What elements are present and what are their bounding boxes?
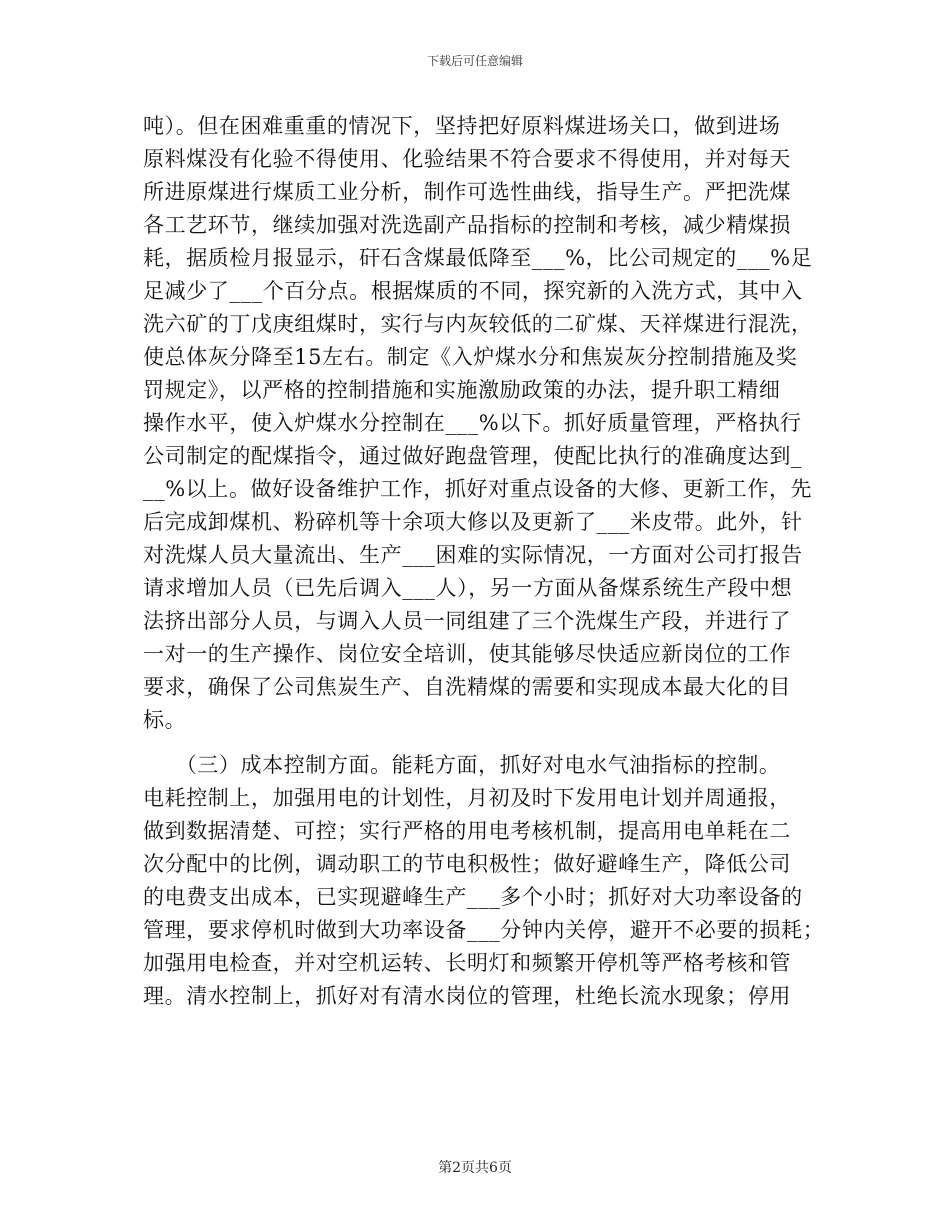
- text-line: 耗，据质检月报显示，矸石含煤最低降至___%，比公司规定的___%足: [143, 246, 813, 270]
- text-line: 吨）。但在困难重重的情况下，坚持把好原料煤进场关口，做到进场: [143, 114, 781, 138]
- paragraph-cost-control: [143, 749, 825, 1013]
- paragraph-spacer: [143, 737, 803, 749]
- text-line: 原料煤没有化验不得使用、化验结果不符合要求不得使用，并对每天: [143, 147, 791, 171]
- text-line: 洗六矿的丁戊庚组煤时，实行与内灰较低的二矿煤、天祥煤进行混洗，: [143, 312, 813, 336]
- text-line: 要求，确保了公司焦炭生产、自洗精煤的需要和实现成本最大化的目: [143, 675, 791, 699]
- page-number-footer: 第2页共6页: [438, 1160, 512, 1176]
- page-header-caption: 下载后可任意编辑: [426, 54, 523, 68]
- text-line: 法挤出部分人员，与调入人员一同组建了三个洗煤生产段，并进行了: [143, 609, 791, 633]
- text-line: 的电费支出成本，已实现避峰生产___多个小时；抓好对大功率设备的: [143, 885, 803, 909]
- text-line: （三）成本控制方面。能耗方面，抓好对电水气油指标的控制。: [143, 753, 781, 777]
- text-line: 管理，要求停机时做到大功率设备___分钟内关停，避开不必要的损耗；: [143, 918, 825, 942]
- text-line: 电耗控制上，加强用电的计划性，月初及时下发用电计划并周通报，: [143, 786, 791, 810]
- text-line: 足减少了___个百分点。根据煤质的不同，探究新的入洗方式，其中入: [143, 279, 803, 303]
- text-line: 请求增加人员（已先后调入___人），另一方面从备煤系统生产段中想: [143, 576, 793, 600]
- text-line: 后完成卸煤机、粉碎机等十余项大修以及更新了___米皮带。此外，针: [143, 510, 803, 534]
- text-line: 操作水平，使入炉煤水分控制在___%以下。抓好质量管理，严格执行: [143, 411, 802, 435]
- text-line: 使总体灰分降至15左右。制定《入炉煤水分和焦炭灰分控制措施及奖: [143, 345, 798, 369]
- text-line: 所进原煤进行煤质工业分析，制作可选性曲线，指导生产。严把洗煤: [143, 180, 791, 204]
- text-line: 一对一的生产操作、岗位安全培训，使其能够尽快适应新岗位的工作: [143, 642, 791, 666]
- text-line: 标。: [143, 708, 187, 732]
- text-line: 加强用电检查，并对空机运转、长明灯和频繁开停机等严格考核和管: [143, 951, 791, 975]
- text-line: 理。清水控制上，抓好对有清水岗位的管理，杜绝长流水现象；停用: [143, 984, 791, 1008]
- document-body: [143, 110, 825, 1013]
- text-line: 对洗煤人员大量流出、生产___困难的实际情况，一方面对公司打报告: [143, 543, 803, 567]
- text-line: __%以上。做好设备维护工作，抓好对重点设备的大修、更新工作，先: [143, 477, 813, 501]
- text-line: 各工艺环节，继续加强对洗选副产品指标的控制和考核，减少精煤损: [143, 213, 791, 237]
- text-line: 做到数据清楚、可控；实行严格的用电考核机制，提高用电单耗在二: [143, 819, 791, 843]
- text-line: 公司制定的配煤指令，通过做好跑盘管理，使配比执行的准确度达到_: [143, 444, 803, 468]
- text-line: 罚规定》，以严格的控制措施和实施激励政策的办法，提升职工精细: [143, 378, 781, 402]
- paragraph-continuation: [143, 110, 813, 737]
- text-line: 次分配中的比例，调动职工的节电积极性；做好避峰生产，降低公司: [143, 852, 791, 876]
